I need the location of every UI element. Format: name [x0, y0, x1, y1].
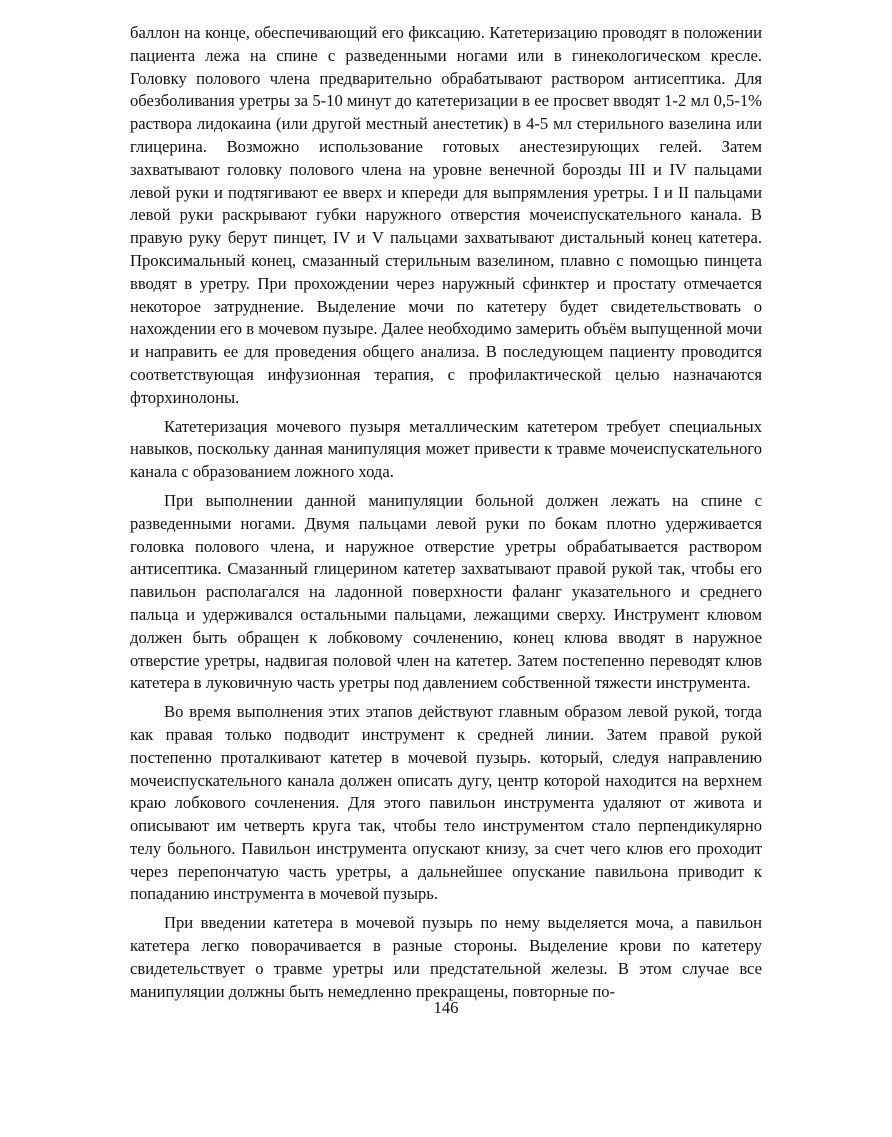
- paragraph-4: Во время выполнения этих этапов действуют главным образом левой рукой, тогда как правая только подводит инструмент к средней линии. Затем правой рукой постепенно проталкивают катетер в мочевой пузырь. который, следуя направлению мочеиспускательного канала должен описать дугу, центр которой находится на верхнем краю лобкового сочленения. Для этого павильон инструмента удаляют от живота и описывают им четверть круга так, чтобы тело инструментом стало перпендикулярно телу больного. Павильон инструмента опускают книзу, за счет чего клюв его проходит через перепончатую часть уретры, а дальнейшее опускание павильона приводит к попаданию инструмента в мочевой пузырь.: [130, 702, 762, 904]
- paragraph-1: баллон на конце, обеспечивающий его фиксацию. Катетеризацию проводят в положении пациента лежа на спине с разведенными ногами или в гинекологическом кресле. Головку полового члена предварительно обрабатывают раствором антисептика. Для обезболивания уретры за 5-10 минут до катетеризации в ее просвет вводят 1-2 мл 0,5-1% раствора лидокаина (или другой местный анестетик) в 4-5 мл стерильного вазелина или глицерина. Возможно использование готовых анестезирующих гелей. Затем захватывают головку полового члена на уровне венечной борозды III и IV пальцами левой руки и подтягивают ее вверх и кпереди для выпрямления уретры. I и II пальцами левой руки раскрывают губки наружного отверстия мочеиспускательного канала. В правую руку берут пинцет, IV и V пальцами захватывают дистальный конец катетера. Проксимальный конец, смазанный стерильным вазелином, плавно с помощью пинцета вводят в уретру. При прохождении через наружный сфинктер и простату отмечается некоторое затруднение. Выделение мочи по катетеру будет свидетельствовать о нахождении его в мочевом пузыре. Далее необходимо замерить объём выпущенной мочи и направить ее для проведения общего анализа. В последующем пациенту проводится соответствующая инфузионная терапия, с профилактической целью назначаются фторхинолоны.: [130, 23, 762, 407]
- paragraph-2: Катетеризация мочевого пузыря металлическим катетером требует специальных навыков, поскольку данная манипуляция может привести к травме мочеиспускательного канала с образованием ложного хода.: [130, 416, 762, 482]
- paragraph-3: При выполнении данной манипуляции больной должен лежать на спине с разведенными ногами. Двумя пальцами левой руки по бокам плотно удерживается головка полового члена, и наружное отверстие уретры обрабатывается раствором антисептика. Смазанный глицерином катетер захватывают правой рукой так, чтобы его павильон располагался на ладонной поверхности фаланг указательного и среднего пальца и удерживался остальными пальцами, лежащими сверху. Инструмент клювом должен быть обращен к лобковому сочленению, конец клюва вводят в наружное отверстие уретры, надвигая половой член на катетер. Затем постепенно переводят клюв катетера в луковичную часть уретры под давлением собственной тяжести инструмента.: [130, 490, 762, 693]
- body-text: [130, 22, 762, 1009]
- paragraph-5: При введении катетера в мочевой пузырь по нему выделяется моча, а павильон катетера легко поворачивается в разные стороны. Выделение крови по катетеру свидетельствует о травме уретры или предстательной железы. В этом случае все манипуляции должны быть немедленно прекращены, повторные по-: [130, 913, 762, 1001]
- page-number: 146: [433, 998, 459, 1017]
